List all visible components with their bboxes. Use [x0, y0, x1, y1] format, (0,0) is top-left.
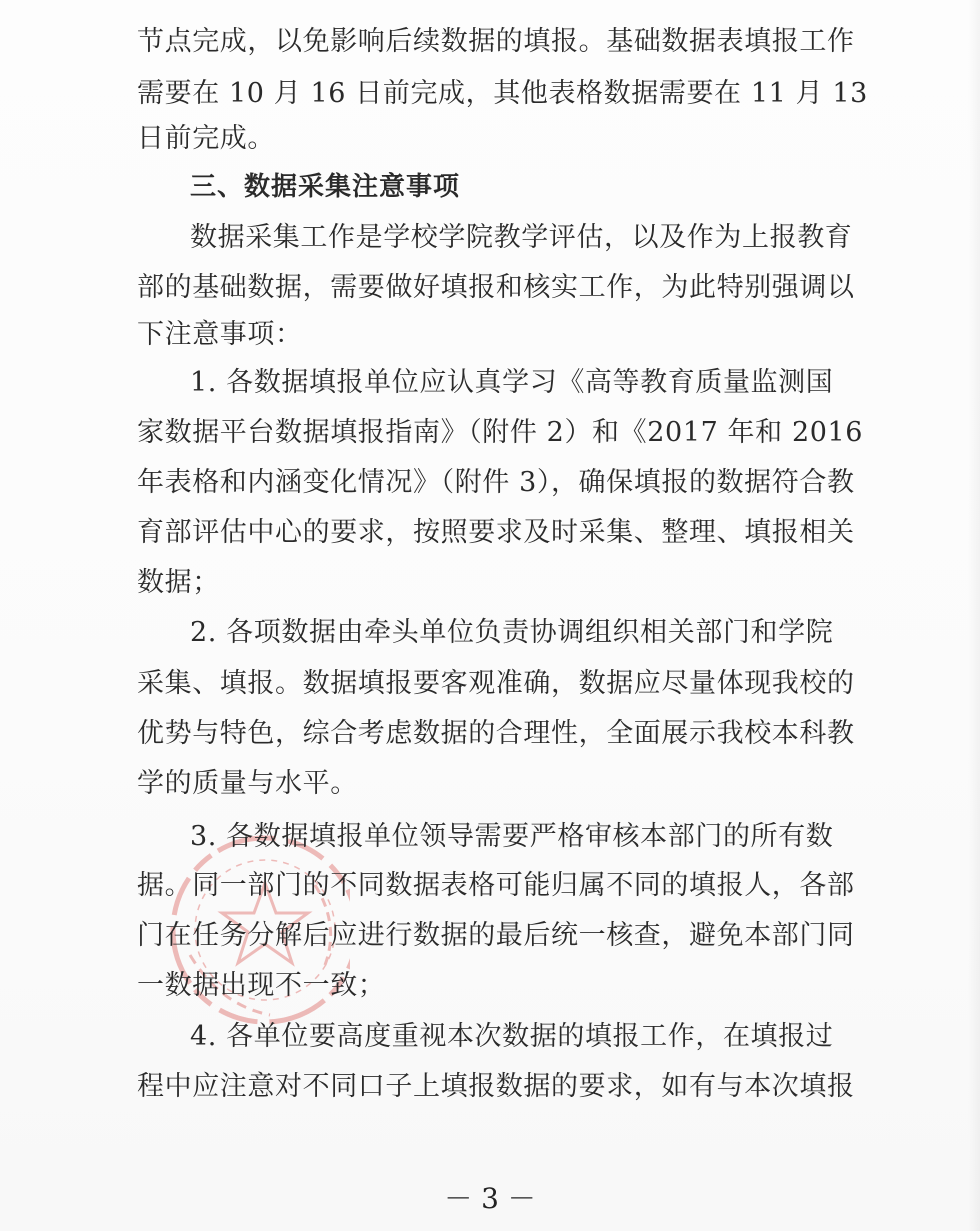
text-line-22: 程中应注意对不同口子上填报数据的要求，如有与本次填报	[137, 1071, 855, 1102]
text-line-15: 优势与特色，综合考虑数据的合理性，全面展示我校本科教	[137, 718, 855, 749]
text-line-1: 节点完成，以免影响后续数据的填报。基础数据表填报工作	[137, 26, 855, 57]
text-line-11: 育部评估中心的要求，按照要求及时采集、整理、填报相关	[137, 517, 855, 548]
text-line-12: 数据；	[137, 567, 220, 598]
text-line-6: 部的基础数据，需要做好填报和核实工作，为此特别强调以	[137, 272, 855, 303]
text-line-10: 年表格和内涵变化情况》（附件 3），确保填报的数据符合教	[137, 467, 855, 498]
text-line-21: 4. 各单位要高度重视本次数据的填报工作，在填报过	[190, 1021, 834, 1052]
text-line-17: 3. 各数据填报单位领导需要严格审核本部门的所有数	[190, 821, 834, 852]
page-number: － 3 －	[444, 1182, 536, 1215]
text-line-5: 数据采集工作是学校学院教学评估，以及作为上报教育	[190, 222, 853, 253]
text-line-8: 1. 各数据填报单位应认真学习《高等教育质量监测国	[190, 367, 834, 398]
text-line-18: 据。同一部门的不同数据表格可能归属不同的填报人，各部	[137, 870, 855, 901]
section-heading: 三、数据采集注意事项	[190, 172, 461, 202]
text-line-14: 采集、填报。数据填报要客观准确，数据应尽量体现我校的	[137, 668, 855, 699]
text-line-2: 需要在 10 月 16 日前完成，其他表格数据需要在 11 月 13	[137, 78, 868, 109]
text-line-9: 家数据平台数据填报指南》（附件 2）和《2017 年和 2016	[137, 417, 864, 448]
text-line-7: 下注意事项：	[137, 319, 303, 350]
text-line-13: 2. 各项数据由牵头单位负责协调组织相关部门和学院	[190, 617, 834, 648]
text-line-19: 门在任务分解后应进行数据的最后统一核查，避免本部门同	[137, 920, 855, 951]
text-line-16: 学的质量与水平。	[137, 768, 358, 799]
text-line-20: 一数据出现不一致；	[137, 970, 386, 1001]
text-line-3: 日前完成。	[137, 123, 275, 154]
